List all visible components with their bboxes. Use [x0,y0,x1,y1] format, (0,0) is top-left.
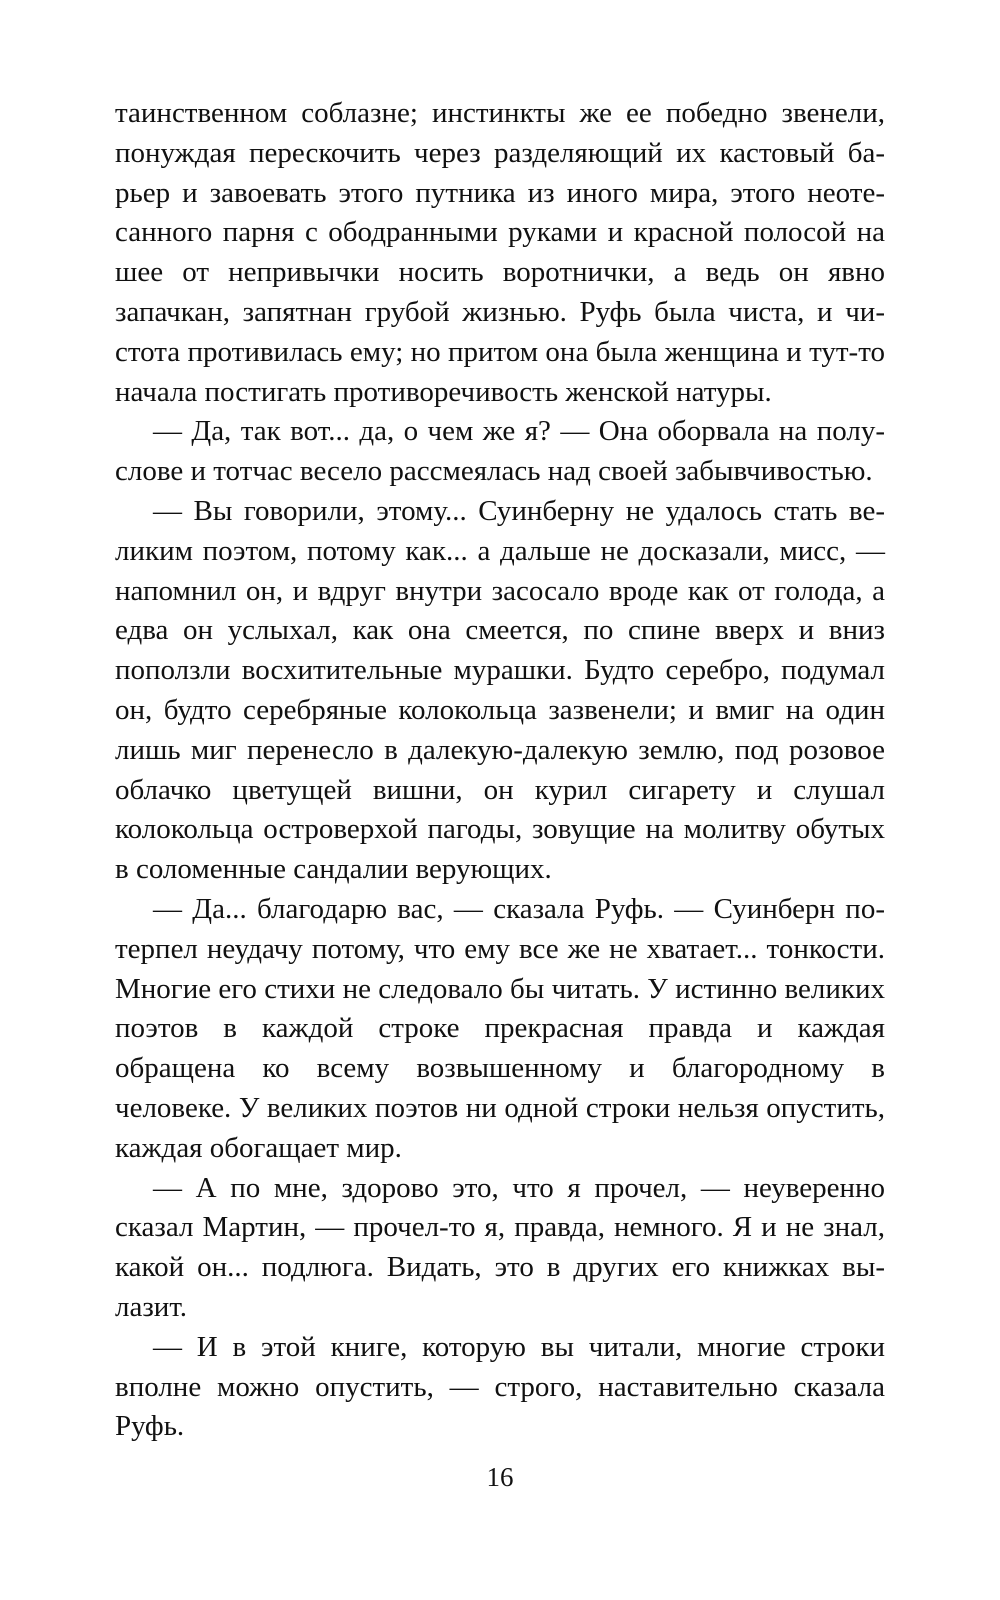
paragraph-2: — Да, так вот... да, о чем же я? — Она оборвала на полуслове и тотчас весело рассмеялась над своей забывчивостью. [115,415,885,488]
paragraph-4: — Да... благодарю вас, — сказала Руфь. — Суинберн потерпел неудачу потому, что ему все же не хватает... тонкости. Многие его стихи не следовало бы читать. У истинно великих поэтов в каждой строке прекрасная правда и каждая обращена ко всему возвышенному и благородному в человеке. У великих поэтов ни одной строки нельзя опустить, каждая обогащает мир. [115,892,885,1164]
paragraph-6: — И в этой книге, которую вы читали, многие строки вполне можно опустить, — строго, наставительно сказала Руфь. [115,1330,885,1443]
page-text [115,94,885,1447]
paragraph-5: — А по мне, здорово это, что я прочел, — неуверенно сказал Мартин, — прочел-то я, правда, немного. Я и не знал, какой он... подлюга. Видать, это в других его книжках вылазит. [115,1171,885,1323]
page-number: 16 [486,1462,514,1492]
paragraph-1: таинственном соблазне; инстинкты же ее победно звенели, понуждая перескочить через разделяющий их кастовый барьер и завоевать этого путника из иного мира, этого неотесанного парня с ободранными руками и красной полосой на шее от непривычки носить воротнички, а ведь он явно запачкан, запятнан грубой жизнью. Руфь была чиста, и чистота противилась ему; но притом она была женщина и тут-то начала постигать противоречивость женской натуры. [115,97,885,408]
paragraph-3: — Вы говорили, этому... Суинберну не удалось стать великим поэтом, потому как... а дальше не досказали, мисс, — напомнил он, и вдруг внутри засосало вроде как от голода, а едва он услыхал, как она смеется, по спине вверх и вниз поползли восхитительные мурашки. Будто серебро, подумал он, будто серебряные колокольца зазвенели; и вмиг на один лишь миг перенесло в далекую-далекую землю, под розовое облачко цветущей вишни, он курил сигарету и слушал колокольца островерхой пагоды, зовущие на молитву обутых в соломенные сандалии верующих. [115,494,885,886]
